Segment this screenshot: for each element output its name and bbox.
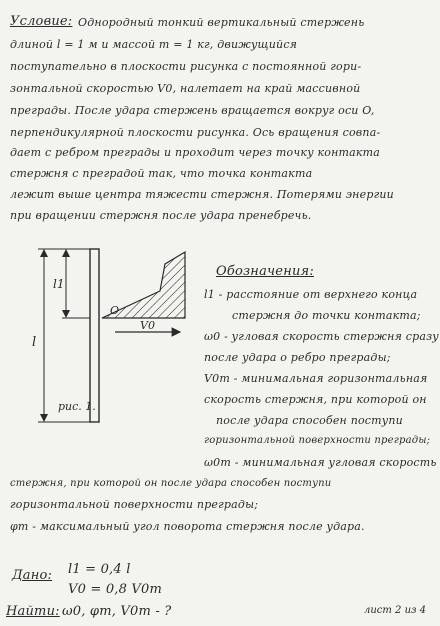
notation-line-9: ω0m - минимальная угловая скорость — [204, 456, 437, 469]
notation-line-10: стержня, при которой он после удара способен поступи — [10, 478, 332, 489]
condition-line-10: при вращении стержня после удара пренебречь. — [10, 209, 312, 222]
sheet-number: лист 2 из 4 — [363, 605, 426, 616]
notation-title: Обозначения: — [216, 264, 314, 279]
condition-line-1: Однородный тонкий вертикальный стержень — [78, 16, 365, 29]
condition-line-8: стержня с преградой так, что точка контакта — [10, 167, 313, 180]
condition-line-5: преграды. После удара стержень вращается вокруг оси O, — [10, 104, 375, 117]
notation-line-12: φm - максимальный угол поворота стержня после удара. — [10, 520, 365, 533]
rod — [90, 249, 99, 422]
notation-line-1: l1 - расстояние от верхнего конца — [204, 288, 418, 301]
notation-line-8: горизонтальной поверхности преграды; — [204, 435, 431, 446]
label-l: l — [32, 335, 37, 350]
condition-line-3: поступательно в плоскости рисунка с постоянной гори- — [10, 60, 362, 73]
condition-line-6: перпендикулярной плоскости рисунка. Ось вращения совпа- — [10, 126, 381, 139]
notation-line-6: скорость стержня, при которой он — [204, 393, 427, 406]
condition-line-7: дает с ребром преграды и проходит через точку контакта — [10, 146, 381, 159]
find-value: ω0, φm, V0m - ? — [62, 604, 172, 619]
notation-line-4: после удара о ребро преграды; — [204, 351, 391, 364]
notation-line-7: после удара способен поступи — [216, 414, 403, 427]
given-label: Дано: — [12, 568, 53, 583]
figure-rod-diagram — [10, 236, 215, 436]
label-v0: V0 — [140, 319, 155, 332]
notation-line-5: V0m - минимальная горизонтальная — [204, 372, 428, 385]
notation-line-2: стержня до точки контакта; — [232, 309, 421, 322]
given-line-1: l1 = 0,4 l — [68, 562, 131, 577]
find-label: Найти: — [6, 604, 60, 619]
condition-line-9: лежит выше центра тяжести стержня. Потерями энергии — [10, 188, 394, 201]
condition-line-2: длиной l = 1 м и массой m = 1 кг, движущийся — [10, 38, 298, 51]
notation-line-3: ω0 - угловая скорость стержня сразу — [204, 330, 439, 343]
figure-caption: рис. 1. — [58, 400, 96, 413]
label-o: O — [110, 304, 120, 317]
condition-title: Условие: — [10, 14, 73, 29]
condition-line-4: зонтальной скоростью V0, налетает на край массивной — [10, 82, 361, 95]
label-l1: l1 — [53, 277, 65, 291]
notation-line-11: горизонтальной поверхности преграды; — [10, 498, 259, 511]
given-line-2: V0 = 0,8 V0m — [68, 582, 163, 597]
